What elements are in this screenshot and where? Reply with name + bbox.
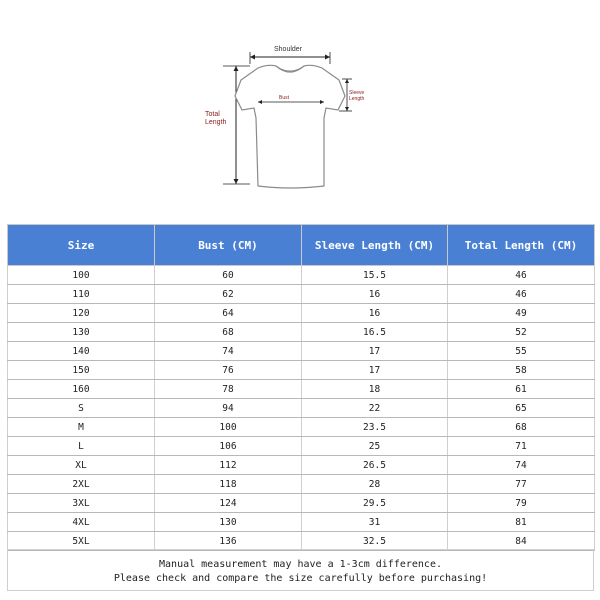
- cell-total: 46: [448, 266, 595, 285]
- measurement-diagram: [0, 0, 600, 210]
- cell-bust: 106: [155, 437, 302, 456]
- cell-total: 79: [448, 494, 595, 513]
- cell-total: 65: [448, 399, 595, 418]
- cell-bust: 124: [155, 494, 302, 513]
- cell-sleeve: 32.5: [302, 532, 448, 551]
- table-row: [8, 513, 595, 532]
- cell-size: XL: [8, 456, 155, 475]
- cell-total: 77: [448, 475, 595, 494]
- cell-size: M: [8, 418, 155, 437]
- table-row: [8, 380, 595, 399]
- cell-bust: 100: [155, 418, 302, 437]
- cell-sleeve: 26.5: [302, 456, 448, 475]
- table-row: [8, 285, 595, 304]
- table-row: [8, 532, 595, 551]
- cell-bust: 118: [155, 475, 302, 494]
- cell-total: 84: [448, 532, 595, 551]
- table-row: [8, 361, 595, 380]
- cell-bust: 136: [155, 532, 302, 551]
- bust-label: Bust: [279, 95, 290, 101]
- cell-size: 100: [8, 266, 155, 285]
- table-row: [8, 342, 595, 361]
- table-header-row: [8, 225, 595, 266]
- cell-total: 68: [448, 418, 595, 437]
- cell-sleeve: 15.5: [302, 266, 448, 285]
- table-row: [8, 494, 595, 513]
- cell-total: 61: [448, 380, 595, 399]
- cell-size: 160: [8, 380, 155, 399]
- cell-size: 2XL: [8, 475, 155, 494]
- header-total-length: Total Length (CM): [448, 225, 595, 266]
- cell-size: 130: [8, 323, 155, 342]
- cell-bust: 130: [155, 513, 302, 532]
- table-row: [8, 456, 595, 475]
- header-sleeve-length: Sleeve Length (CM): [302, 225, 448, 266]
- cell-sleeve: 16.5: [302, 323, 448, 342]
- table-row: [8, 304, 595, 323]
- note-line-difference: Manual measurement may have a 1-3cm difference.: [159, 559, 442, 570]
- cell-sleeve: 25: [302, 437, 448, 456]
- cell-size: L: [8, 437, 155, 456]
- cell-total: 55: [448, 342, 595, 361]
- cell-sleeve: 16: [302, 285, 448, 304]
- cell-size: S: [8, 399, 155, 418]
- cell-size: 4XL: [8, 513, 155, 532]
- note-line-check: Please check and compare the size carefully before purchasing!: [113, 573, 488, 584]
- header-size: Size: [8, 225, 155, 266]
- cell-sleeve: 23.5: [302, 418, 448, 437]
- sleeve-length-label: Sleeve Length: [349, 90, 365, 102]
- cell-size: 140: [8, 342, 155, 361]
- cell-bust: 94: [155, 399, 302, 418]
- cell-total: 81: [448, 513, 595, 532]
- total-length-label: Total Length: [205, 111, 227, 126]
- cell-total: 58: [448, 361, 595, 380]
- cell-bust: 78: [155, 380, 302, 399]
- cell-bust: 64: [155, 304, 302, 323]
- cell-bust: 60: [155, 266, 302, 285]
- cell-sleeve: 18: [302, 380, 448, 399]
- size-chart-table: [7, 224, 595, 551]
- cell-sleeve: 17: [302, 342, 448, 361]
- cell-size: 120: [8, 304, 155, 323]
- table-row: [8, 418, 595, 437]
- cell-bust: 76: [155, 361, 302, 380]
- table-row: [8, 323, 595, 342]
- cell-total: 74: [448, 456, 595, 475]
- cell-total: 71: [448, 437, 595, 456]
- cell-sleeve: 17: [302, 361, 448, 380]
- table-row: [8, 475, 595, 494]
- cell-bust: 112: [155, 456, 302, 475]
- cell-sleeve: 29.5: [302, 494, 448, 513]
- header-bust: Bust (CM): [155, 225, 302, 266]
- cell-bust: 68: [155, 323, 302, 342]
- cell-total: 52: [448, 323, 595, 342]
- cell-size: 3XL: [8, 494, 155, 513]
- shoulder-label: Shoulder: [274, 46, 303, 53]
- cell-sleeve: 31: [302, 513, 448, 532]
- cell-sleeve: 22: [302, 399, 448, 418]
- cell-size: 150: [8, 361, 155, 380]
- measurement-note: [7, 549, 594, 591]
- cell-size: 110: [8, 285, 155, 304]
- cell-total: 46: [448, 285, 595, 304]
- cell-sleeve: 16: [302, 304, 448, 323]
- tshirt-outline-icon: [0, 0, 600, 210]
- table-row: [8, 437, 595, 456]
- cell-bust: 62: [155, 285, 302, 304]
- cell-total: 49: [448, 304, 595, 323]
- cell-sleeve: 28: [302, 475, 448, 494]
- table-row: [8, 399, 595, 418]
- table-row: [8, 266, 595, 285]
- cell-size: 5XL: [8, 532, 155, 551]
- cell-bust: 74: [155, 342, 302, 361]
